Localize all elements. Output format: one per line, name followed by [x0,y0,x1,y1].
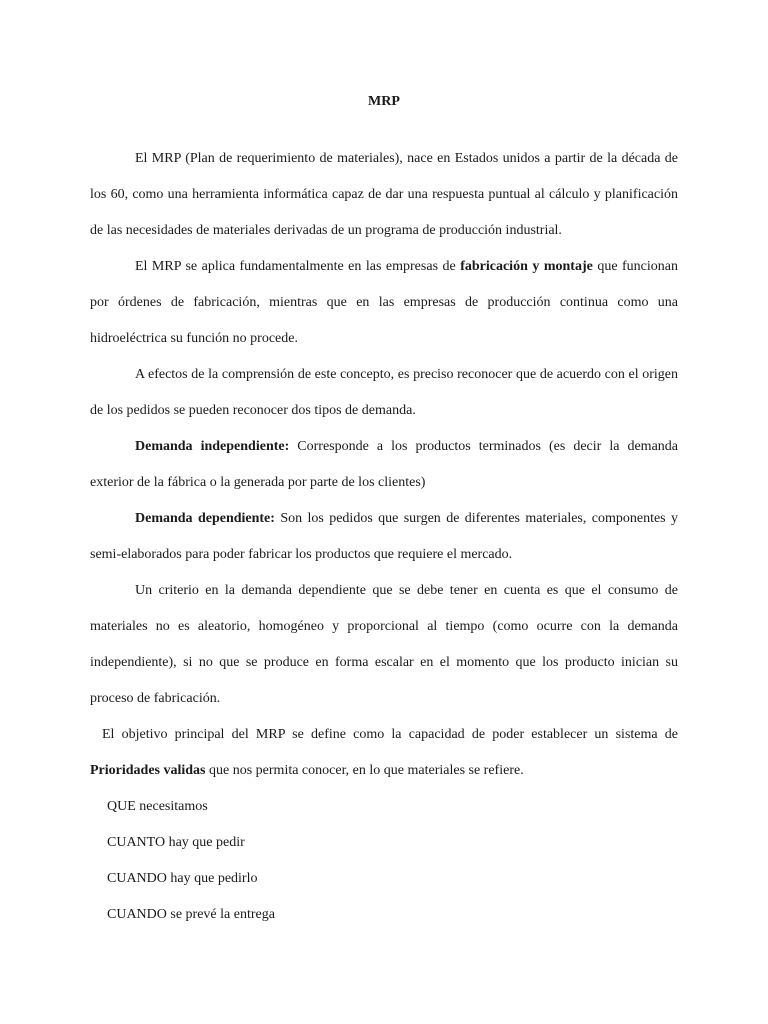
list-item: CUANDO se prevé la entrega [107,907,275,922]
paragraph-demand-types: A efectos de la comprensión de este concepto, es preciso reconocer que de acuerdo con el origen de los pedidos se pueden reconocer dos tipos de demanda. [90,367,678,418]
list-item: QUE necesitamos [107,799,208,814]
paragraph-independent-demand [90,429,678,501]
paragraph-application-end: que funcionan por órdenes de fabricación, mientras que en las empresas de producción continua como una hidroeléctrica su función no procede. [90,259,678,346]
document-body [90,141,678,933]
definition-dependent-demand: Son los pedidos que surgen de diferentes materiales, componentes y semi-elaborados para poder fabricar los productos que requiere el mercado. [90,511,679,562]
term-dependent-demand: Demanda dependiente: [135,511,275,526]
paragraph-objective [90,717,678,789]
paragraph-criterion: Un criterio en la demanda dependiente que se debe tener en cuenta es que el consumo de materiales no es aleatorio, homogéneo y proporcional al tiempo (como ocurre con la demanda independiente), si no que se produce en forma escalar en el momento que los producto inician su proceso de fabricación. [90,583,678,706]
paragraph-dependent-demand [90,501,678,573]
paragraph-objective-end: que nos permita conocer, en lo que materiales se refiere. [205,763,524,778]
paragraph-application-start: El MRP se aplica fundamentalmente en las empresas de [135,259,461,274]
paragraph-objective-start: El objetivo principal del MRP se define como la capacidad de poder establecer un sistema de [102,727,678,742]
document-page [90,0,678,1024]
definition-independent-demand: Corresponde a los productos terminados (es decir la demanda exterior de la fábrica o la generada por parte de los clientes) [90,439,678,490]
paragraph-application [90,249,678,357]
list-item: CUANDO hay que pedirlo [107,871,258,886]
bold-prioridades-validas: Prioridades validas [90,763,206,778]
page-title: MRP [368,94,400,109]
term-independent-demand: Demanda independiente: [135,439,290,454]
paragraph-intro: El MRP (Plan de requerimiento de materiales), nace en Estados unidos a partir de la década de los 60, como una herramienta informática capaz de dar una respuesta puntual al cálculo y planificación de las necesidades de materiales derivadas de un programa de producción industrial. [90,151,678,238]
list-item: CUANTO hay que pedir [107,835,245,850]
bold-fabricacion-montaje: fabricación y montaje [460,259,593,274]
